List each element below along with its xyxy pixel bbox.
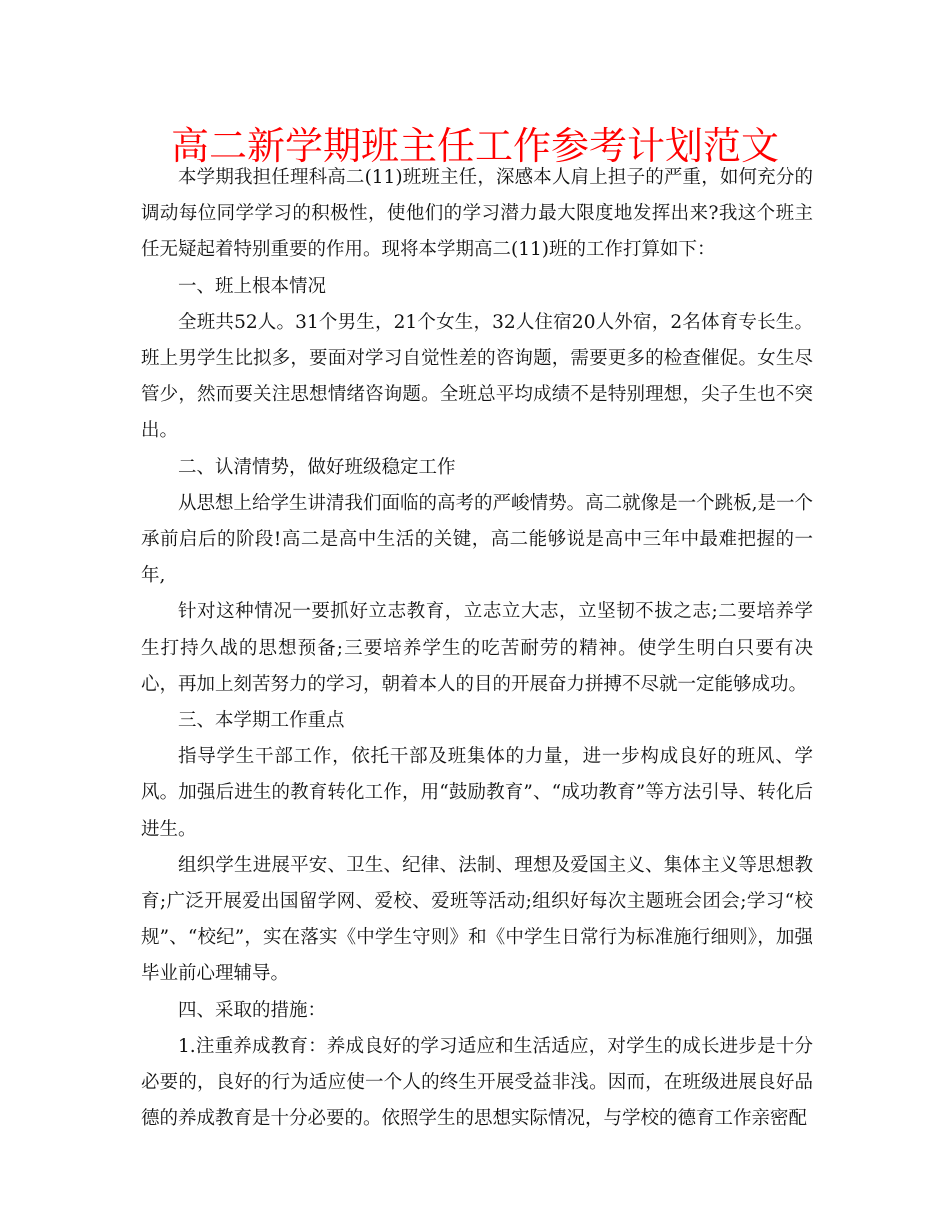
paragraph-intro: 本学期我担任理科高二(11)班班主任，深感本人肩上担子的严重，如何充分的调动每位同学学习的积极性，使他们的学习潜力最大限度地发挥出来?我这个班主任无疑起着特别重要的作用。现将本学期高二(11)班的工作打算如下： xyxy=(141,167,813,261)
paragraph-class-overview: 全班共52人。31个男生，21个女生，32人住宿20人外宿，2名体育专长生。班上男学生比拟多，要面对学习自觉性差的咨询题，需要更多的检查催促。女生尽管少，然而要关注思想情绪咨询题。全班总平均成绩不是特别理想，尖子生也不突出。 xyxy=(141,311,813,442)
section-heading-stability: 二、认清情势，做好班级稳定工作 xyxy=(178,456,456,478)
paragraph-stability-1: 从思想上给学生讲清我们面临的高考的严峻情势。高二就像是一个跳板,是一个承前启后的阶段!高二是高中生活的关键，高二能够说是高中三年中最难把握的一年, xyxy=(141,492,813,587)
paragraph-measures-1: 1.注重养成教育：养成良好的学习适应和生活适应，对学生的成长进步是十分必要的，良好的行为适应使一个人的终生开展受益非浅。因而，在班级进展良好品德的养成教育是十分必要的。依照学生的思想实际情况，与学校的德育工作亲密配 xyxy=(141,1035,813,1130)
document-body xyxy=(141,160,813,1137)
paragraph-key-work-2: 组织学生进展平安、卫生、纪律、法制、理想及爱国主义、集体主义等思想教育;广泛开展爱出国留学网、爱校、爱班等活动;组织好每次主题班会团会;学习“校规”、“校纪”，实在落实《中学生守则》和《中学生日常行为标准施行细则》，加强毕业前心理辅导。 xyxy=(141,854,813,985)
paragraph-key-work-1: 指导学生干部工作，依托干部及班集体的力量，进一步构成良好的班风、学风。加强后进生的教育转化工作，用“鼓励教育”、“成功教育”等方法引导、转化后进生。 xyxy=(141,746,813,840)
document-title: 高二新学期班主任工作参考计划范文 xyxy=(170,124,779,168)
paragraph-stability-2: 针对这种情况一要抓好立志教育，立志立大志，立坚韧不拔之志;二要培养学生打持久战的思想预备;三要培养学生的吃苦耐劳的精神。使学生明白只要有决心，再加上刻苦努力的学习，朝着本人的目的开展奋力拼搏不尽就一定能够成功。 xyxy=(141,601,813,695)
section-heading-measures: 四、采取的措施： xyxy=(178,999,327,1021)
section-heading-class-overview: 一、班上根本情况 xyxy=(178,275,327,297)
section-heading-key-work: 三、本学期工作重点 xyxy=(178,710,345,732)
